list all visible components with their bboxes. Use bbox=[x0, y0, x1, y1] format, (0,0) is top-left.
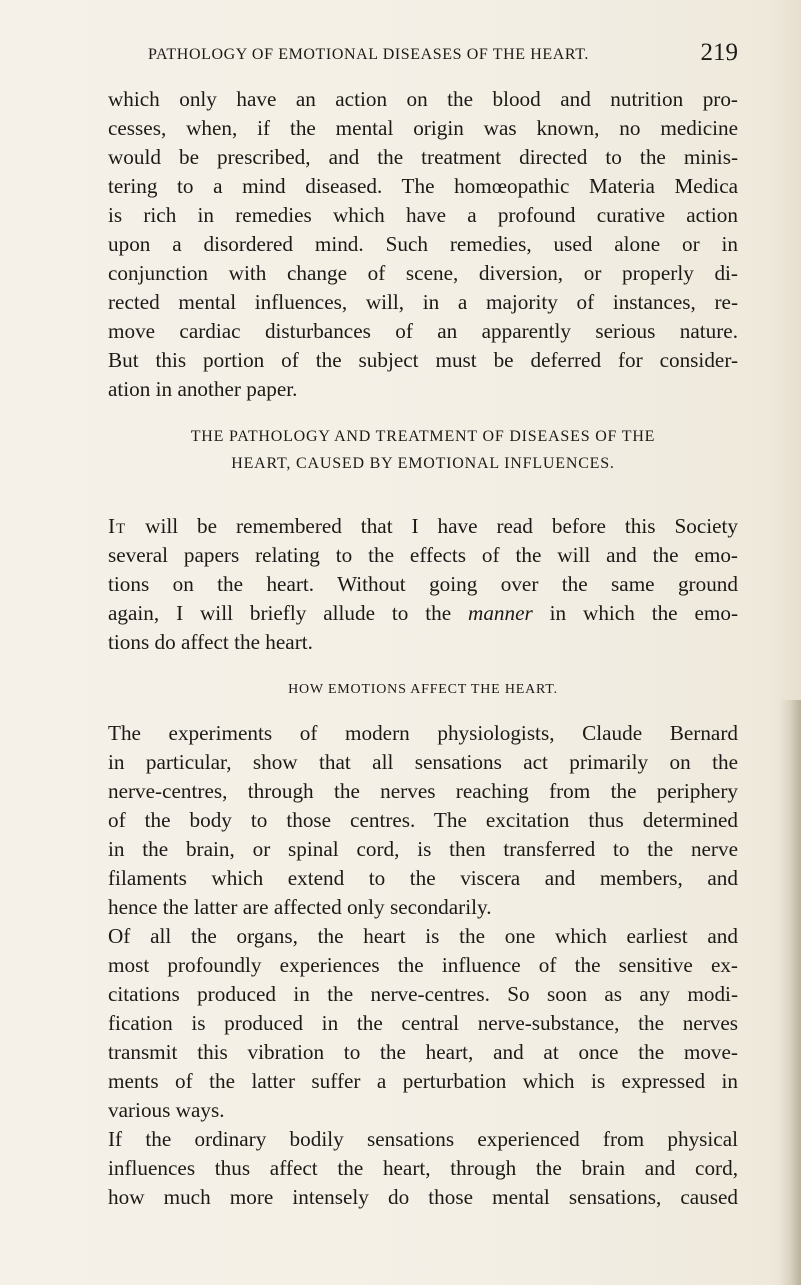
para1-line: ation in another paper. bbox=[108, 377, 298, 401]
para1-line: rected mental influences, will, in a majority of instances, re- bbox=[108, 290, 738, 314]
section-heading-line2: HEART, CAUSED BY EMOTIONAL INFLUENCES. bbox=[231, 455, 615, 472]
subheading: HOW EMOTIONS AFFECT THE HEART. bbox=[288, 682, 558, 697]
para3-line: hence the latter are affected only secondarily. bbox=[108, 895, 492, 919]
running-head bbox=[148, 39, 738, 72]
para2-line: tions do affect the heart. bbox=[108, 630, 313, 654]
para1-line: move cardiac disturbances of an apparently serious nature. bbox=[108, 319, 738, 343]
para4-line: ments of the latter suffer a perturbation which is expressed in bbox=[108, 1069, 738, 1093]
para4-line: Of all the organs, the heart is the one which earliest and bbox=[108, 924, 738, 948]
para4-line: various ways. bbox=[108, 1098, 225, 1122]
para1-line: But this portion of the subject must be deferred for consider- bbox=[108, 348, 738, 372]
page-number: 219 bbox=[700, 39, 738, 66]
para1-line: upon a disordered mind. Such remedies, used alone or in bbox=[108, 232, 738, 256]
para2-first-word: It bbox=[108, 514, 127, 538]
para4-line: citations produced in the nerve-centres. So soon as any modi- bbox=[108, 982, 738, 1006]
para5-line: how much more intensely do those mental sensations, caused bbox=[108, 1185, 738, 1209]
para3-line: filaments which extend to the viscera and members, and bbox=[108, 866, 738, 890]
para1-line: would be prescribed, and the treatment directed to the minis- bbox=[108, 145, 738, 169]
para1-line: conjunction with change of scene, diversion, or properly di- bbox=[108, 261, 738, 285]
para2-line: several papers relating to the effects of the will and the emo- bbox=[108, 543, 738, 567]
para3-line: nerve-centres, through the nerves reaching from the periphery bbox=[108, 779, 738, 803]
para2-line4-before: again, I will briefly allude to the bbox=[108, 601, 469, 625]
para1-line: cesses, when, if the mental origin was known, no medicine bbox=[108, 116, 738, 140]
para2-line1-rest: will be remembered that I have read before this Society bbox=[126, 514, 738, 538]
para4-line: transmit this vibration to the heart, and at once the move- bbox=[108, 1040, 738, 1064]
para3-line: in the brain, or spinal cord, is then transferred to the nerve bbox=[108, 837, 738, 861]
para5-line: If the ordinary bodily sensations experienced from physical bbox=[108, 1127, 738, 1151]
para2-line bbox=[108, 599, 738, 627]
para3-line: of the body to those centres. The excitation thus determined bbox=[108, 808, 738, 832]
para2-line bbox=[108, 512, 738, 540]
para3-line: in particular, show that all sensations act primarily on the bbox=[108, 750, 738, 774]
para1-line: is rich in remedies which have a profound curative action bbox=[108, 203, 738, 227]
para3-line: The experiments of modern physiologists, Claude Bernard bbox=[108, 721, 738, 745]
para5-line: influences thus affect the heart, through the brain and cord, bbox=[108, 1156, 738, 1180]
para2-line4-after: in which the emo- bbox=[532, 601, 738, 625]
para4-line: most profoundly experiences the influence of the sensitive ex- bbox=[108, 953, 738, 977]
page-edge-shadow bbox=[779, 700, 801, 1285]
para2-line: tions on the heart. Without going over the same ground bbox=[108, 572, 738, 596]
para1-line: which only have an action on the blood and nutrition pro- bbox=[108, 87, 738, 111]
para1-line: tering to a mind diseased. The homœopathic Materia Medica bbox=[108, 174, 738, 198]
section-heading-line1: THE PATHOLOGY AND TREATMENT OF DISEASES OF THE bbox=[190, 428, 656, 445]
para2-line4-italic: manner bbox=[468, 601, 533, 625]
para4-line: fication is produced in the central nerve-substance, the nerves bbox=[108, 1011, 738, 1035]
running-head-title: PATHOLOGY OF EMOTIONAL DISEASES OF THE HEART. bbox=[148, 46, 590, 63]
